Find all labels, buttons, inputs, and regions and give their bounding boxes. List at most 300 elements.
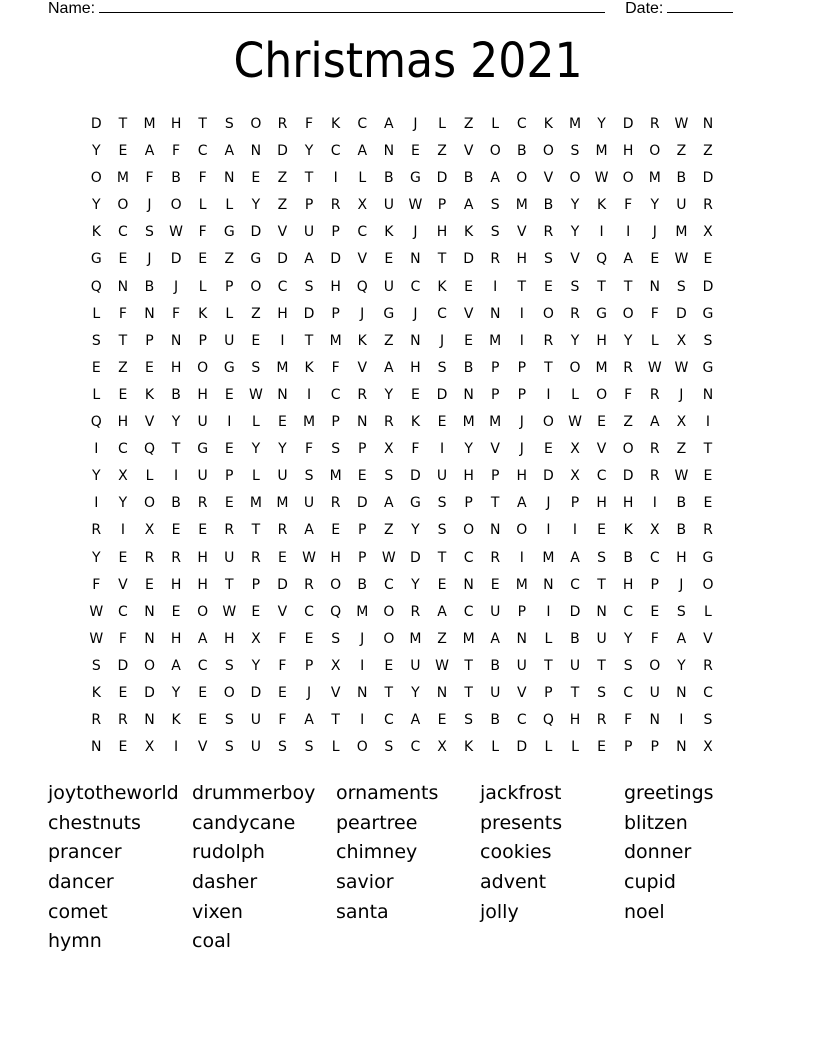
grid-letter: P [251,576,261,593]
grid-letter: Z [224,251,235,268]
grid-letter: E [145,359,154,376]
grid-letter: T [171,441,181,458]
grid-letter: G [197,441,209,458]
grid-letter: M [648,170,661,187]
grid-letter: U [197,414,208,431]
grid-letter: K [144,386,155,403]
grid-letter: H [436,224,448,241]
grid-letter: E [118,684,128,701]
word-list-item: candycane [192,811,296,834]
grid-letter: R [570,305,580,322]
grid-letter: G [596,305,607,322]
grid-letter: Z [437,143,447,160]
grid-letter: V [703,630,713,647]
grid-letter: C [383,712,394,729]
grid-letter: A [197,630,208,647]
grid-letter: H [463,468,474,485]
grid-letter: L [251,468,260,485]
grid-letter: K [543,116,553,132]
grid-letter: J [413,224,418,241]
grid-letter: M [276,495,289,512]
grid-letter: V [118,576,128,593]
grid-letter: S [437,522,447,539]
grid-letter: E [597,739,606,756]
grid-letter: L [544,739,553,756]
grid-letter: Y [278,441,287,458]
grid-letter: D [569,603,581,620]
grid-letter: X [703,739,713,756]
grid-letter: H [622,576,634,593]
grid-letter: D [675,305,687,322]
grid-letter: N [117,278,129,295]
grid-letter: E [597,522,606,539]
grid-letter: D [356,495,368,512]
grid-letter: P [331,414,340,431]
grid-letter: S [570,143,580,160]
grid-letter: S [278,739,287,756]
grid-letter: K [171,712,181,729]
grid-letter: O [356,739,368,756]
grid-letter: F [305,116,314,132]
grid-letter: S [384,739,394,756]
grid-letter: W [674,251,689,268]
grid-letter: I [94,495,99,512]
grid-letter: E [384,657,394,674]
grid-letter: F [650,305,659,322]
grid-letter: E [410,386,420,403]
grid-letter: E [198,251,208,268]
word-list-item: greetings [624,782,714,804]
grid-letter: R [703,657,713,674]
grid-letter: N [543,576,554,593]
grid-letter: T [437,549,447,566]
grid-letter: J [147,197,152,214]
grid-letter: W [248,386,263,403]
date-label: Date: [625,0,664,17]
grid-letter: R [304,576,314,593]
grid-letter: O [569,359,581,376]
grid-letter: X [570,441,580,458]
grid-letter: B [171,386,181,403]
grid-letter: D [516,739,528,756]
grid-letter: S [251,359,261,376]
grid-letter: R [410,603,421,620]
grid-letter: Y [597,116,606,132]
grid-letter: N [144,603,155,620]
grid-letter: U [277,468,288,485]
grid-letter: C [410,278,421,295]
grid-letter: N [224,170,235,187]
grid-letter: E [118,143,128,160]
grid-letter: M [303,414,316,431]
grid-letter: I [174,468,179,485]
word-list-item [336,927,480,957]
grid-letter: T [304,170,314,187]
grid-letter: D [117,657,129,674]
grid-letter: X [118,468,128,485]
grid-letter: E [278,414,287,431]
grid-letter: C [703,684,713,701]
grid-letter: I [360,657,365,674]
grid-letter: N [676,739,687,756]
grid-letter: H [410,359,421,376]
grid-letter: E [490,576,500,593]
grid-letter: S [224,739,234,756]
grid-letter: R [224,522,235,539]
grid-letter: Y [677,657,686,674]
grid-letter: E [251,332,261,349]
grid-letter: O [622,441,634,458]
word-list [48,779,768,957]
grid-letter: N [144,712,155,729]
grid-letter: A [304,251,314,268]
grid-letter: N [277,386,288,403]
grid-letter: F [198,224,207,241]
grid-letter: G [702,549,714,566]
grid-letter: A [384,359,394,376]
grid-letter: S [676,603,686,620]
grid-letter: E [464,332,474,349]
word-list-item: joytotheworld [48,782,179,804]
name-blank-line[interactable] [99,0,605,13]
grid-letter: M [542,549,555,566]
grid-letter: L [571,386,579,403]
grid-letter: M [489,414,502,431]
grid-letter: R [277,522,288,539]
grid-letter: S [464,712,474,729]
grid-letter: K [304,359,314,376]
grid-letter: C [383,576,394,593]
grid-letter: Y [570,197,580,214]
grid-letter: I [360,712,365,729]
grid-letter: V [570,251,580,268]
grid-letter: B [516,143,527,160]
grid-letter: I [546,603,551,620]
grid-letter: P [490,468,500,485]
grid-letter: L [92,305,101,322]
grid-letter: V [357,251,368,268]
grid-letter: X [703,224,713,241]
grid-letter: G [409,170,421,187]
grid-letter: J [413,116,418,132]
grid-letter: Y [384,386,394,403]
grid-letter: P [623,739,633,756]
grid-letter: C [357,224,368,241]
grid-letter: Q [143,441,155,458]
grid-letter: A [517,495,527,512]
grid-letter: Y [92,468,101,485]
grid-letter: T [597,657,606,674]
grid-letter: P [517,603,527,620]
grid-letter: J [519,441,524,458]
grid-letter: R [703,522,713,539]
grid-letter: R [197,495,208,512]
grid-letter: P [225,278,234,295]
grid-letter: K [437,278,447,295]
grid-letter: C [437,305,447,322]
grid-letter: P [517,386,527,403]
grid-letter: O [649,657,661,674]
date-blank-line[interactable] [667,0,733,13]
grid-letter: R [277,116,288,132]
grid-letter: S [437,495,447,512]
grid-letter: X [330,657,341,674]
grid-letter: J [413,305,418,322]
grid-letter: Z [118,359,128,376]
grid-letter: H [516,251,528,268]
grid-letter: A [384,495,394,512]
grid-letter: E [597,414,606,431]
grid-letter: H [676,549,687,566]
grid-letter: V [277,603,288,620]
word-list-item [480,927,624,957]
grid-letter: M [595,359,608,376]
grid-letter: E [410,143,420,160]
grid-letter: Z [277,170,288,187]
grid-letter: T [623,278,633,295]
grid-letter: L [198,278,207,295]
grid-letter: U [224,549,235,566]
word-list-item: noel [624,900,665,923]
grid-letter: B [490,712,500,729]
grid-letter: J [679,386,684,403]
word-list-item: comet [48,900,108,923]
grid-letter: D [543,468,554,485]
grid-letter: D [622,116,634,132]
grid-letter: T [384,684,394,701]
grid-letter: R [543,332,554,349]
grid-letter: Y [171,684,181,701]
grid-letter: B [384,170,394,187]
grid-letter: A [410,712,421,729]
grid-letter: D [250,224,262,241]
grid-letter: F [278,657,287,674]
grid-letter: Y [304,143,314,160]
grid-letter: G [702,359,714,376]
grid-letter: C [118,603,128,620]
grid-letter: Z [384,522,394,539]
grid-letter: T [464,684,473,701]
word-list-item: ornaments [336,782,439,804]
grid-letter: I [572,522,578,539]
grid-letter: H [170,359,182,376]
grid-letter: F [278,712,287,729]
grid-letter: O [250,278,262,295]
grid-letter: R [490,251,501,268]
grid-letter: M [409,630,422,647]
grid-letter: H [516,468,528,485]
grid-letter: M [489,332,502,349]
word-list-item: hymn [48,930,102,953]
grid-letter: T [464,657,473,674]
grid-letter: N [356,414,368,431]
grid-letter: S [490,224,500,241]
grid-letter: L [544,630,553,647]
grid-letter: C [197,143,208,160]
grid-letter: C [623,603,634,620]
grid-letter: I [626,224,631,241]
grid-letter: P [198,332,207,349]
grid-letter: C [304,603,314,620]
grid-letter: E [118,549,128,566]
grid-letter: U [303,495,315,512]
grid-letter: Z [623,414,633,431]
grid-letter: S [224,712,234,729]
grid-letter: R [330,197,341,214]
grid-letter: O [383,630,395,647]
grid-letter: N [702,116,714,132]
grid-letter: K [596,197,607,214]
grid-letter: W [302,549,316,566]
grid-letter: F [118,305,127,322]
grid-letter: A [357,143,368,160]
grid-letter: E [118,386,128,403]
grid-letter: U [676,197,687,214]
grid-letter: N [489,305,501,322]
grid-letter: E [118,739,128,756]
grid-letter: E [703,251,713,268]
grid-letter: M [329,468,342,485]
grid-letter: R [357,386,368,403]
grid-letter: S [703,712,713,729]
grid-letter: T [570,684,580,701]
grid-letter: U [596,630,607,647]
grid-letter: U [250,712,261,729]
grid-letter: O [330,576,342,593]
grid-letter: Z [384,332,394,349]
grid-letter: S [145,224,154,241]
grid-letter: C [570,576,580,593]
grid-letter: I [439,441,445,458]
grid-letter: N [170,332,182,349]
grid-letter: R [543,224,554,241]
grid-letter: S [543,251,553,268]
grid-letter: I [599,224,604,241]
grid-letter: Y [251,657,261,674]
grid-letter: D [410,549,421,566]
grid-letter: S [224,657,234,674]
grid-letter: V [330,684,341,701]
grid-letter: M [116,170,129,187]
grid-letter: C [463,549,474,566]
grid-letter: C [357,116,368,132]
grid-letter: H [622,143,634,160]
grid-letter: V [357,359,368,376]
grid-letter: V [463,143,474,160]
grid-letter: M [276,359,289,376]
grid-letter: H [622,495,634,512]
grid-letter: J [439,332,445,349]
header-fields [48,0,748,18]
grid-letter: S [331,441,341,458]
grid-letter: E [278,549,287,566]
grid-letter: Q [356,278,368,295]
word-list-item: presents [480,811,563,834]
grid-letter: G [223,224,235,241]
grid-letter: L [225,197,234,214]
grid-letter: H [330,278,341,295]
grid-letter: M [329,332,342,349]
grid-letter: U [569,657,581,674]
grid-letter: A [490,170,500,187]
grid-letter: E [650,251,660,268]
grid-letter: Y [623,332,633,349]
grid-letter: L [358,170,367,187]
grid-letter: D [622,468,634,485]
grid-letter: D [303,305,315,322]
grid-letter: V [517,224,527,241]
grid-letter: C [516,712,527,729]
grid-letter: E [278,684,287,701]
grid-letter: Q [90,278,102,295]
grid-letter: T [517,278,527,295]
grid-letter: O [542,414,554,431]
word-list-item: cookies [480,841,552,864]
grid-letter: I [227,414,232,431]
grid-letter: W [435,657,449,674]
grid-letter: E [224,386,234,403]
grid-letter: E [224,495,234,512]
grid-letter: G [409,495,421,512]
grid-letter: M [462,414,475,431]
word-list-item: rudolph [192,841,265,864]
grid-letter: O [702,576,714,593]
grid-letter: P [490,386,500,403]
grid-letter: W [89,603,104,620]
word-list-item: dasher [192,871,258,894]
grid-letter: N [596,603,607,620]
grid-letter: B [357,576,368,593]
grid-letter: P [331,224,340,241]
grid-letter: O [250,116,262,132]
grid-letter: O [516,522,528,539]
grid-letter: F [305,441,314,458]
word-list-item: jackfrost [480,782,562,804]
grid-letter: N [436,684,448,701]
grid-letter: O [197,603,209,620]
grid-letter: E [703,468,713,485]
grid-letter: A [304,712,314,729]
grid-letter: X [384,441,394,458]
word-list-item: coal [192,930,231,953]
grid-letter: K [464,224,474,241]
grid-letter: F [411,441,420,458]
grid-letter: L [650,332,659,349]
grid-letter: A [304,522,314,539]
grid-letter: L [491,116,500,132]
grid-letter: A [623,251,633,268]
grid-letter: P [145,332,154,349]
grid-letter: E [703,495,713,512]
grid-letter: K [384,224,394,241]
grid-letter: N [383,143,395,160]
grid-letter: X [649,522,660,539]
grid-letter: Y [411,684,420,701]
word-list-item: savior [336,871,394,894]
grid-letter: B [676,170,687,187]
grid-letter: L [225,305,234,322]
grid-letter: O [383,603,395,620]
grid-letter: Y [464,441,473,458]
grid-letter: J [147,251,152,268]
grid-letter: D [170,251,182,268]
grid-letter: P [464,495,473,512]
grid-letter: I [519,549,524,566]
grid-letter: O [542,143,554,160]
grid-letter: P [225,468,234,485]
grid-letter: K [464,739,474,756]
grid-letter: T [198,116,207,132]
